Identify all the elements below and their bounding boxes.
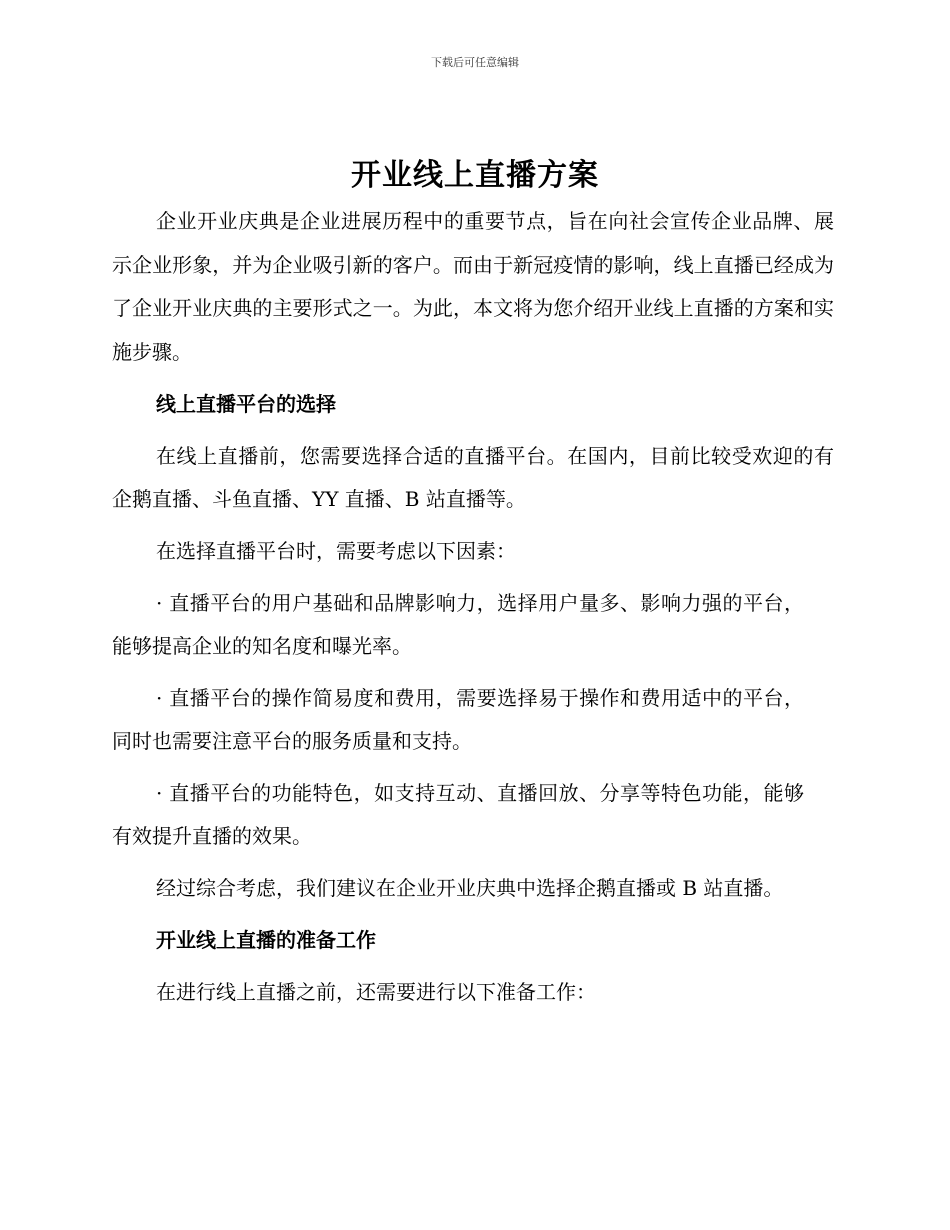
section-heading-preparation: 开业线上直播的准备工作 bbox=[156, 928, 376, 952]
platform-paragraph: 在线上直播前，您需要选择合适的直播平台。在国内，目前比较受欢迎的有企鹅直播、斗鱼直播、YY 直播、B 站直播等。 bbox=[112, 444, 834, 511]
factors-intro-paragraph: 在选择直播平台时，需要考虑以下因素： bbox=[156, 539, 516, 563]
intro-paragraph: 企业开业庆典是企业进展历程中的重要节点，旨在向社会宣传企业品牌、展示企业形象，并为企业吸引新的客户。而由于新冠疫情的影响，线上直播已经成为了企业开业庆典的主要形式之一。为此，本文将为您介绍开业线上直播的方案和实施步骤。 bbox=[112, 209, 834, 364]
header-note: 下载后可任意编辑 bbox=[431, 56, 519, 69]
preparation-paragraph: 在进行线上直播之前，还需要进行以下准备工作： bbox=[156, 980, 596, 1004]
section-heading-platform: 线上直播平台的选择 bbox=[156, 392, 336, 416]
conclusion-paragraph: 经过综合考虑，我们建议在企业开业庆典中选择企鹅直播或 B 站直播。 bbox=[156, 876, 784, 900]
bullet-item: · 直播平台的功能特色，如支持互动、直播回放、分享等特色功能，能够有效提升直播的效果。 bbox=[112, 781, 804, 848]
bullet-item: · 直播平台的用户基础和品牌影响力，选择用户量多、影响力强的平台，能够提高企业的知名度和曝光率。 bbox=[112, 591, 804, 658]
bullet-item: · 直播平台的操作简易度和费用，需要选择易于操作和费用适中的平台，同时也需要注意平台的服务质量和支持。 bbox=[112, 686, 804, 753]
document-title: 开业线上直播方案 bbox=[351, 158, 599, 193]
document-body bbox=[112, 200, 834, 1023]
